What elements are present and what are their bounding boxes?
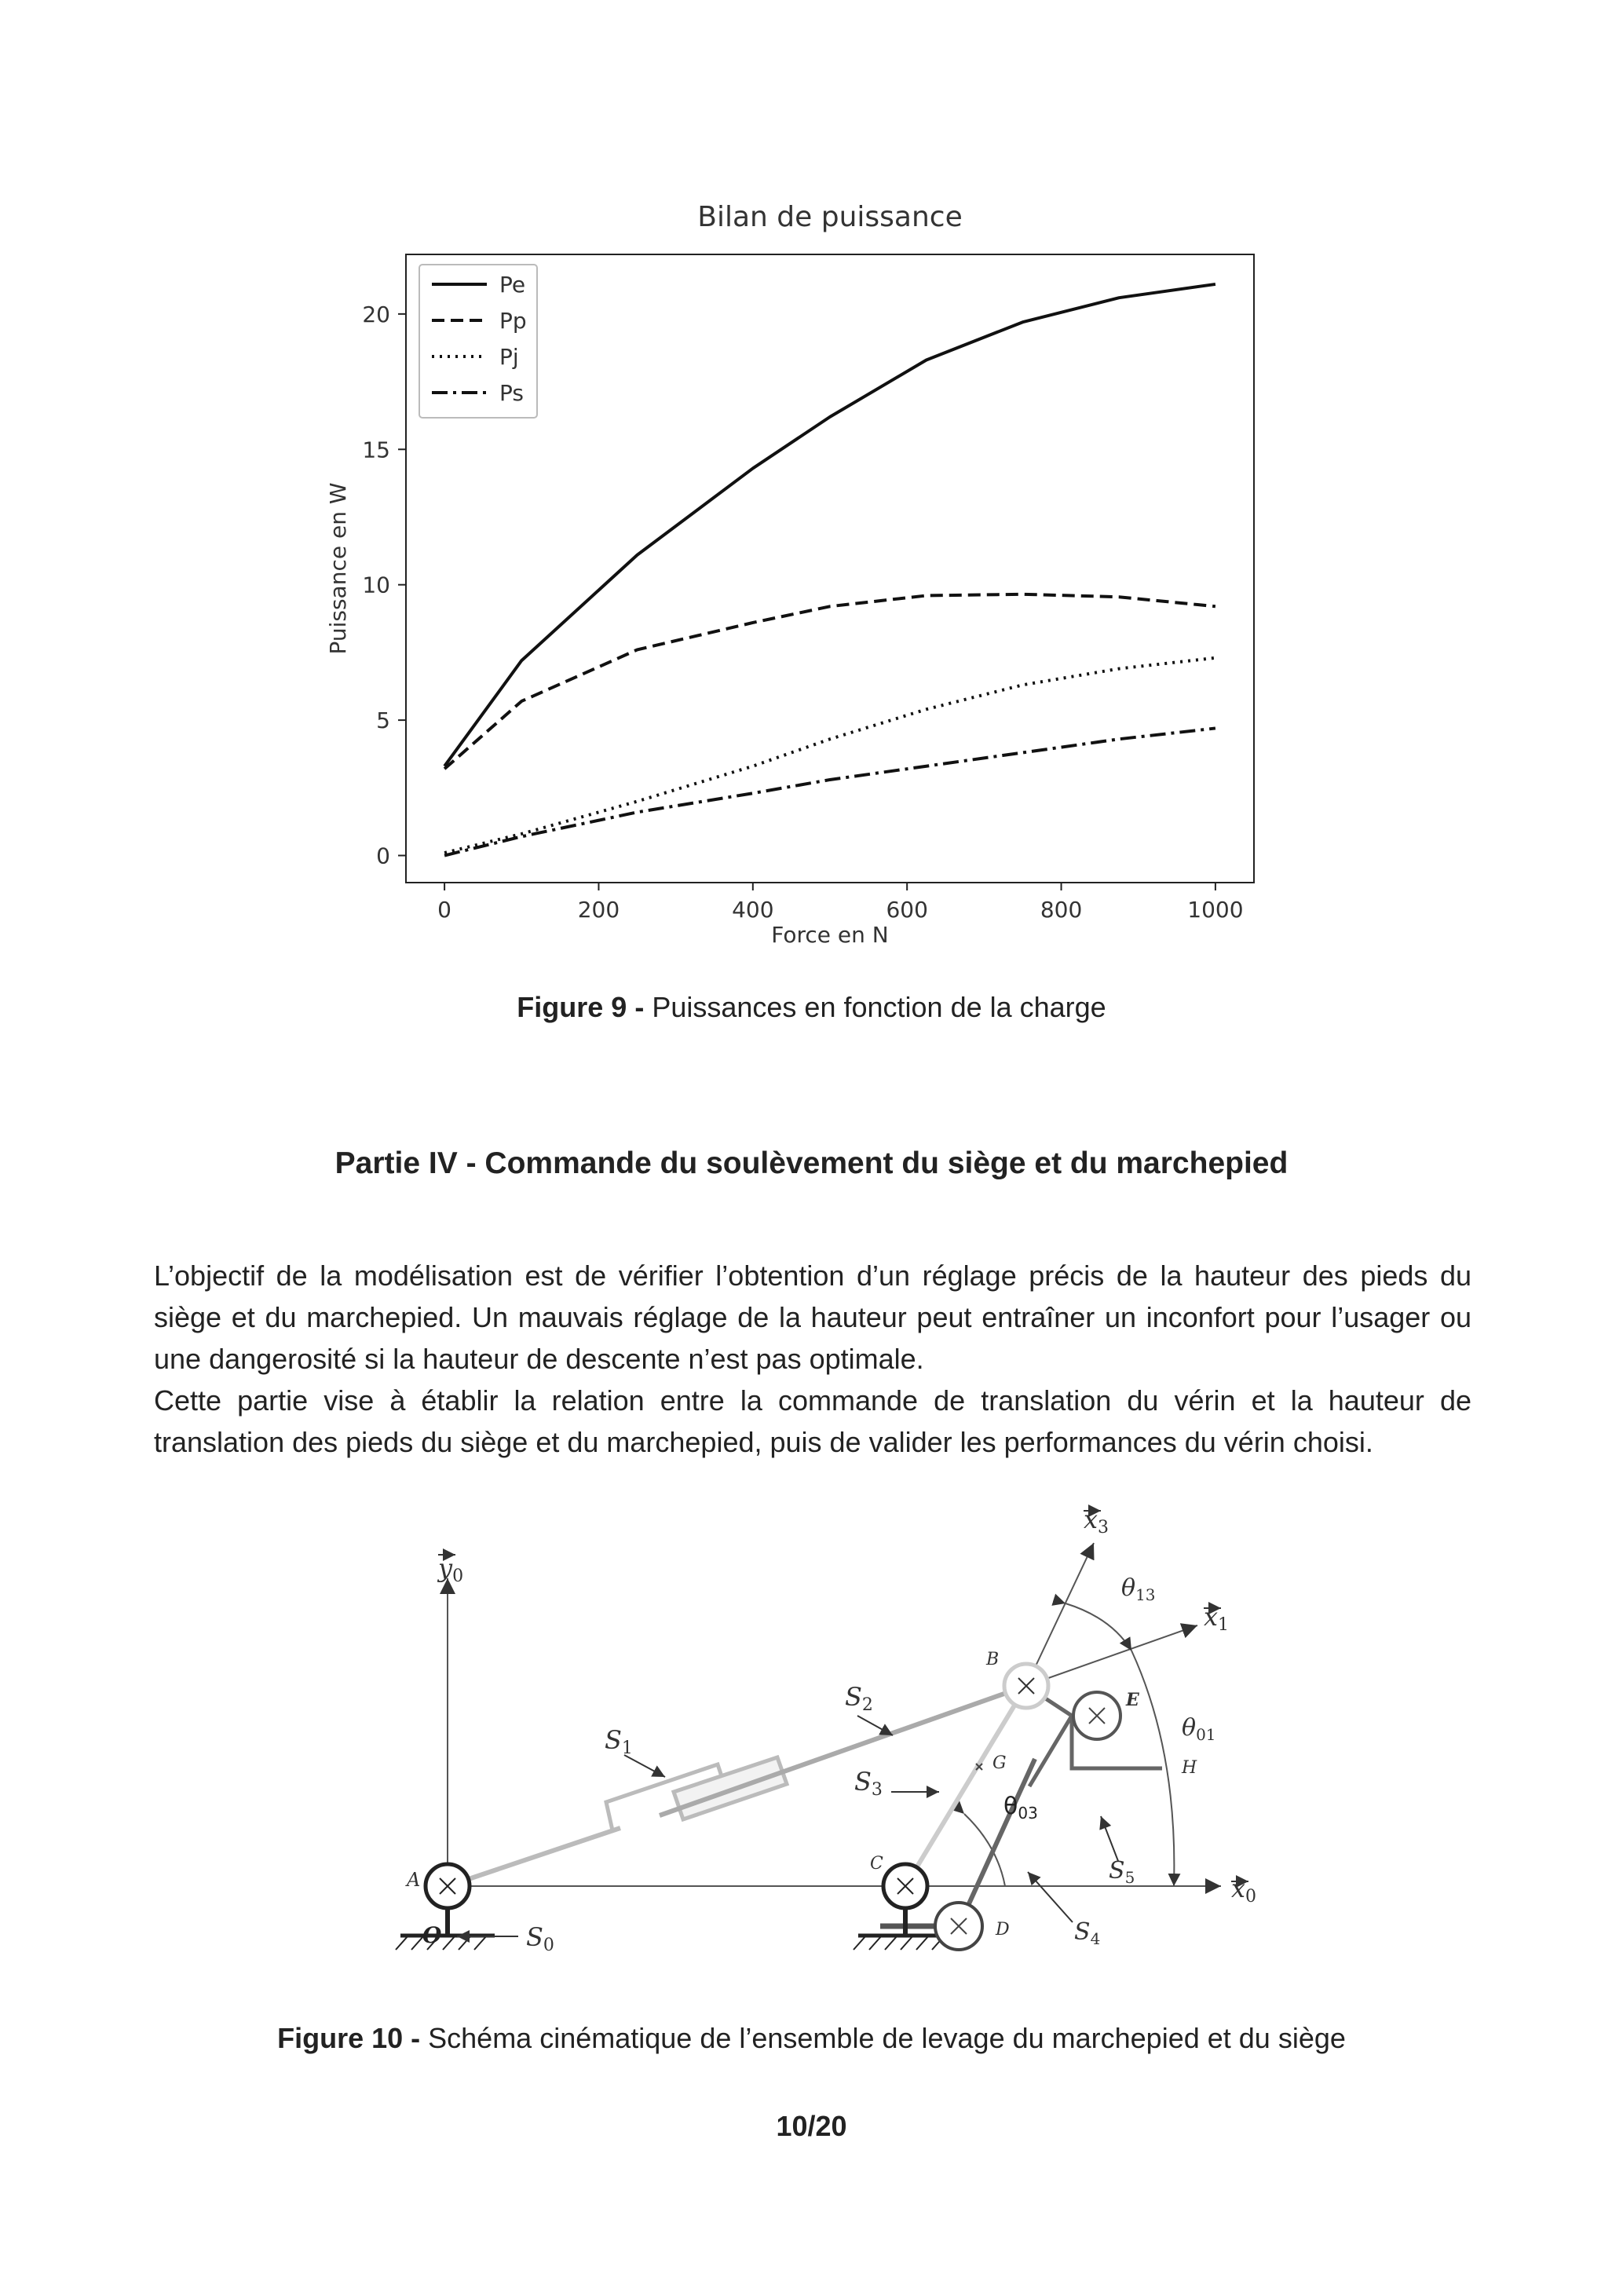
label-x0-main: x [1231, 1874, 1246, 1903]
label-point-h: H [1182, 1758, 1197, 1778]
label-s3 [854, 1767, 883, 1800]
x-tick-label: 600 [886, 897, 928, 923]
label-y0-sub: 0 [452, 1567, 464, 1586]
label-s1-main: S [605, 1725, 622, 1755]
label-s1 [605, 1725, 633, 1758]
label-x0 [1231, 1874, 1256, 1907]
label-y0-main: y [438, 1553, 453, 1583]
label-s4-main: S [1074, 1918, 1091, 1946]
pivot-c [883, 1864, 927, 1908]
intro-paragraph-2: Cette partie vise à établir la relation entre la commande de translation du vérin et la hauteur de translation des pieds du siège et du marchepied, puis de valider les performances du vérin choisi. [154, 1384, 1471, 1458]
label-x3 [1084, 1504, 1109, 1537]
label-theta13-main: θ [1121, 1574, 1136, 1602]
figure-9-text: Puissances en fonction de la charge [644, 991, 1106, 1023]
kinematic-diagram [377, 1476, 1319, 1963]
label-s4 [1074, 1918, 1100, 1948]
label-s2 [845, 1682, 873, 1715]
label-theta13-sub: 13 [1135, 1585, 1156, 1604]
y-tick-label: 10 [362, 572, 390, 598]
s2-rod [660, 1686, 1026, 1815]
series-line-pe [444, 284, 1215, 766]
label-point-c: C [870, 1854, 883, 1874]
y-tick-label: 20 [362, 301, 390, 327]
label-theta01-sub: 01 [1196, 1725, 1216, 1744]
figure-9-label: Figure 9 - [517, 991, 645, 1023]
y-tick-label: 5 [376, 707, 390, 734]
y-axis-ticks [362, 302, 406, 869]
s4-arm-upper [1029, 1716, 1072, 1786]
x-tick-label: 800 [1040, 897, 1083, 923]
label-x1 [1204, 1602, 1229, 1635]
label-theta01-main: θ [1182, 1714, 1197, 1742]
s5-leader [1101, 1816, 1118, 1861]
label-point-g: G [992, 1753, 1007, 1773]
pivot-d [935, 1903, 982, 1950]
label-s1-sub: 1 [621, 1738, 633, 1758]
pivot-a [426, 1864, 470, 1908]
label-s5-sub: 5 [1124, 1868, 1135, 1887]
figure-10-label: Figure 10 - [277, 2022, 421, 2054]
label-s2-main: S [845, 1682, 862, 1712]
label-s3-main: S [854, 1767, 872, 1797]
label-point-a: A [407, 1869, 421, 1891]
s2-leader [857, 1716, 893, 1735]
label-x1-sub: 1 [1218, 1615, 1230, 1635]
pivot-e [1073, 1692, 1120, 1739]
label-s0 [526, 1922, 554, 1955]
theta03-arc [964, 1814, 1005, 1886]
x-tick-label: 0 [437, 897, 452, 923]
figure-10-caption [0, 2022, 1623, 2055]
x1-axis [1026, 1625, 1197, 1686]
s4-arm-lower [959, 1759, 1038, 1926]
y-axis-label: Puissance en W [325, 482, 351, 655]
label-s4-sub: 4 [1090, 1929, 1101, 1948]
label-s2-sub: 2 [861, 1695, 873, 1715]
label-theta01 [1182, 1714, 1216, 1744]
label-theta03-main: θ [1003, 1793, 1018, 1820]
x-axis-ticks [437, 883, 1243, 923]
label-s5 [1109, 1857, 1135, 1887]
label-s0-main: S [526, 1922, 543, 1952]
label-point-o: O [422, 1922, 442, 1948]
label-x3-sub: 3 [1098, 1518, 1109, 1537]
label-s5-main: S [1109, 1857, 1125, 1885]
intro-paragraph-1: L’objectif de la modélisation est de vérifier l’obtention d’un réglage précis de la hauteur des pieds du siège et du marchepied. Un mauvais réglage de la hauteur peut entraîner un inconfort pour l’usager ou une dangerosité si la hauteur de descente n’est pas optimale. [154, 1260, 1471, 1375]
label-point-b: B [986, 1650, 1000, 1669]
chart-legend [419, 265, 537, 418]
pivot-b [1004, 1664, 1048, 1708]
figure-10-text: Schéma cinématique de l’ensemble de levage du marchepied et du siège [420, 2022, 1346, 2054]
label-y0 [437, 1553, 463, 1586]
chart-series [444, 284, 1215, 856]
series-line-ps [444, 728, 1215, 855]
label-x1-main: x [1204, 1602, 1219, 1632]
label-x0-sub: 0 [1245, 1887, 1257, 1907]
s3-link [905, 1686, 1026, 1886]
y-tick-label: 0 [376, 843, 390, 869]
power-balance-chart [298, 188, 1288, 966]
figure-9-caption [0, 991, 1623, 1024]
theta13-arc [1066, 1603, 1131, 1651]
legend-label-pj: Pj [499, 344, 519, 370]
label-point-d: D [996, 1920, 1010, 1940]
label-theta13 [1121, 1574, 1156, 1604]
legend-label-pp: Pp [499, 308, 527, 334]
page-number: 10/20 [776, 2110, 847, 2142]
label-s0-sub: 0 [543, 1936, 554, 1955]
series-line-pj [444, 658, 1215, 853]
x-tick-label: 200 [577, 897, 620, 923]
label-x3-main: x [1084, 1504, 1098, 1534]
legend-label-pe: Pe [499, 272, 526, 298]
label-point-e: E [1126, 1690, 1139, 1710]
label-theta03-sub: 03 [1018, 1804, 1038, 1823]
x-tick-label: 1000 [1187, 897, 1244, 923]
ground-c-hatch [854, 1936, 945, 1950]
y-tick-label: 15 [362, 437, 390, 463]
label-s3-sub: 3 [871, 1780, 883, 1800]
intro-text [154, 1255, 1471, 1463]
s1-body-line [448, 1828, 620, 1886]
legend-label-ps: Ps [499, 380, 524, 406]
x-axis-label: Force en N [771, 922, 889, 948]
x-tick-label: 400 [732, 897, 774, 923]
label-theta03 [1003, 1793, 1038, 1823]
chart-title: Bilan de puissance [697, 201, 963, 233]
s1-leader [624, 1755, 665, 1777]
part-title: Partie IV - Commande du soulèvement du siège et du marchepied [334, 1146, 1289, 1180]
s4-leader [1028, 1872, 1073, 1922]
